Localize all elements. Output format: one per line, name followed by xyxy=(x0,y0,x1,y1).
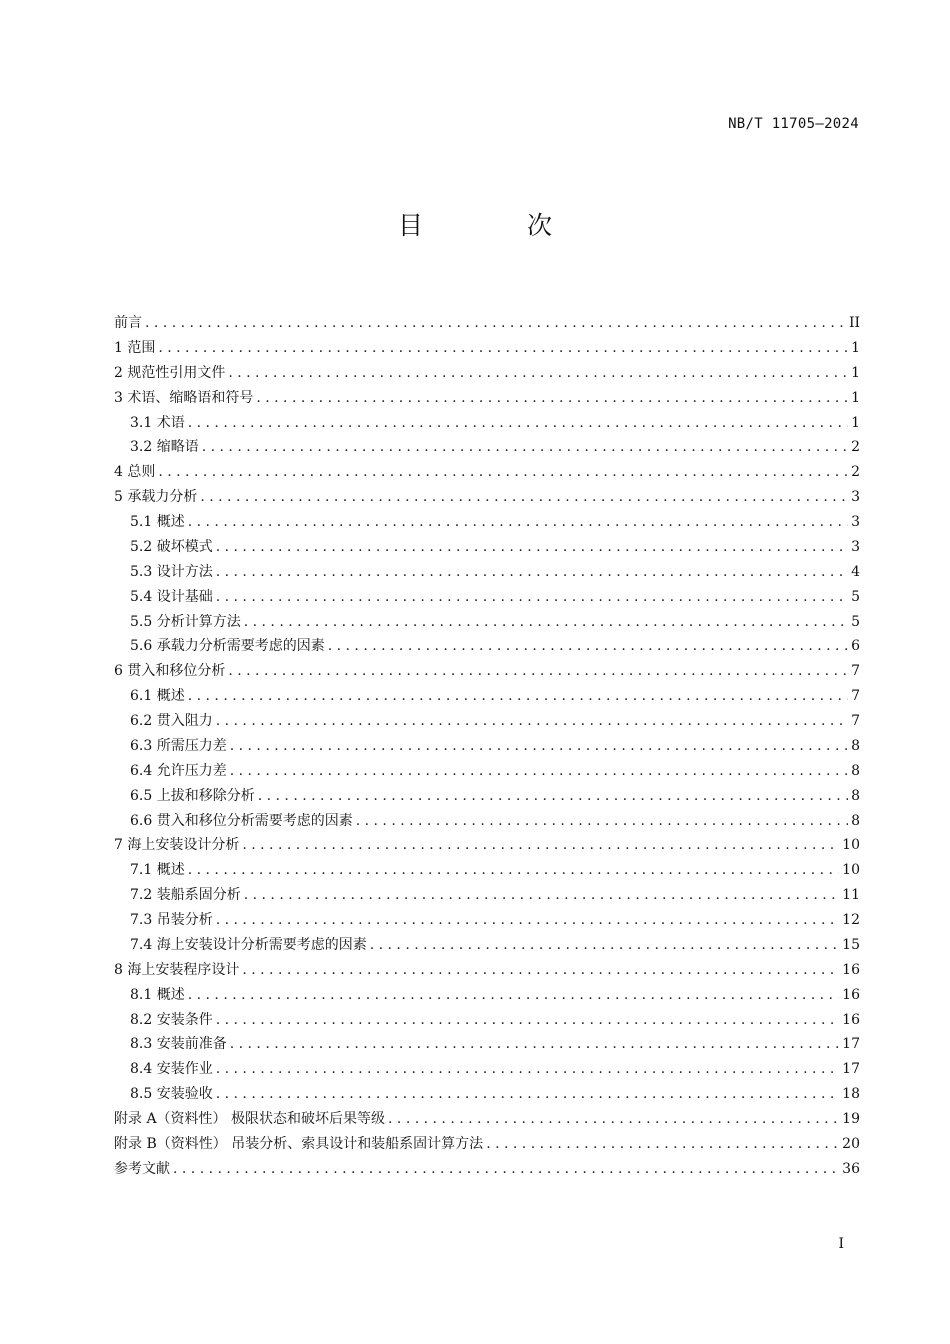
toc-dot-leader xyxy=(242,958,839,983)
toc-entry-label: 5.5 分析计算方法 xyxy=(130,613,241,630)
toc-entry-label: 6.5 上拔和移除分析 xyxy=(130,787,255,804)
toc-entry-page: 10 xyxy=(842,837,860,854)
toc-entry-label: 5.6 承载力分析需要考虑的因素 xyxy=(130,638,325,655)
toc-dot-leader xyxy=(216,709,848,734)
toc-entry-label: 附录 A（资料性） 极限状态和破坏后果等级 xyxy=(114,1111,386,1127)
toc-entry[interactable] xyxy=(114,883,860,908)
toc-entry[interactable] xyxy=(114,933,860,958)
toc-dot-leader xyxy=(216,1008,839,1033)
toc-dot-leader xyxy=(230,759,848,784)
toc-entry-page: 1 xyxy=(851,389,860,406)
toc-entry-page: 2 xyxy=(851,439,860,456)
toc-entry-label: 7.2 装船系固分析 xyxy=(130,887,241,904)
toc-entry-page: 10 xyxy=(842,862,860,879)
toc-entry-label: 3 术语、缩略语和符号 xyxy=(114,389,254,406)
toc-dot-leader xyxy=(256,386,848,411)
toc-entry-label: 2 规范性引用文件 xyxy=(114,364,226,381)
toc-entry[interactable] xyxy=(114,610,860,635)
toc-dot-leader xyxy=(388,1107,839,1132)
toc-entry-label: 前言 xyxy=(114,315,142,331)
toc-entry-page: 8 xyxy=(851,737,860,754)
toc-dot-leader xyxy=(216,585,848,610)
toc-entry-page: 17 xyxy=(842,1036,860,1053)
toc-entry-label: 8.2 安装条件 xyxy=(130,1011,213,1028)
toc-dot-leader xyxy=(486,1132,839,1157)
toc-entry-page: 7 xyxy=(851,688,860,705)
table-of-contents xyxy=(114,311,860,1182)
toc-entry[interactable] xyxy=(114,908,860,933)
toc-entry-label: 3.1 术语 xyxy=(130,414,185,431)
toc-entry-page: 1 xyxy=(851,364,860,381)
toc-entry[interactable] xyxy=(114,485,860,510)
toc-entry-page: II xyxy=(848,315,860,331)
toc-entry[interactable] xyxy=(114,1008,860,1033)
toc-entry[interactable] xyxy=(114,460,860,485)
toc-entry[interactable] xyxy=(114,684,860,709)
toc-dot-leader xyxy=(244,883,839,908)
toc-dot-leader xyxy=(230,734,848,759)
toc-dot-leader xyxy=(188,983,839,1008)
toc-entry[interactable] xyxy=(114,386,860,411)
toc-entry[interactable] xyxy=(114,585,860,610)
toc-dot-leader xyxy=(328,634,848,659)
toc-entry[interactable] xyxy=(114,1157,860,1182)
toc-entry[interactable] xyxy=(114,958,860,983)
toc-dot-leader xyxy=(173,1157,839,1182)
toc-entry[interactable] xyxy=(114,535,860,560)
toc-entry[interactable] xyxy=(114,983,860,1008)
toc-entry-page: 20 xyxy=(842,1135,860,1152)
toc-dot-leader xyxy=(356,809,848,834)
toc-dot-leader xyxy=(228,659,848,684)
toc-entry-page: 3 xyxy=(851,489,860,506)
toc-entry[interactable] xyxy=(114,510,860,535)
toc-entry-page: 2 xyxy=(851,464,860,481)
toc-entry[interactable] xyxy=(114,361,860,386)
toc-entry-label: 1 范围 xyxy=(114,339,156,356)
toc-dot-leader xyxy=(188,684,848,709)
toc-entry-label: 3.2 缩略语 xyxy=(130,439,199,456)
toc-entry-label: 5 承载力分析 xyxy=(114,489,198,506)
toc-entry-label: 6.6 贯入和移位分析需要考虑的因素 xyxy=(130,812,353,829)
standard-code: NB/T 11705—2024 xyxy=(728,116,859,132)
toc-entry[interactable] xyxy=(114,659,860,684)
toc-dot-leader xyxy=(188,510,848,535)
page-title: 目 次 xyxy=(398,211,600,240)
toc-dot-leader xyxy=(216,1057,839,1082)
toc-dot-leader xyxy=(230,1032,839,1057)
toc-entry-label: 5.3 设计方法 xyxy=(130,563,213,580)
toc-entry-page: 15 xyxy=(842,936,860,953)
toc-entry[interactable] xyxy=(114,1082,860,1107)
toc-entry[interactable] xyxy=(114,634,860,659)
toc-entry[interactable] xyxy=(114,709,860,734)
toc-entry[interactable] xyxy=(114,1057,860,1082)
toc-entry-label: 6.1 概述 xyxy=(130,688,185,705)
toc-entry-page: 11 xyxy=(842,887,860,904)
toc-entry-page: 36 xyxy=(842,1160,860,1177)
toc-dot-leader xyxy=(216,1082,839,1107)
toc-entry-page: 4 xyxy=(851,563,860,580)
toc-entry-page: 17 xyxy=(842,1061,860,1078)
toc-entry-page: 5 xyxy=(851,613,860,630)
toc-entry[interactable] xyxy=(114,809,860,834)
toc-entry-page: 8 xyxy=(851,812,860,829)
toc-entry-label: 5.4 设计基础 xyxy=(130,588,213,605)
toc-entry-page: 18 xyxy=(842,1086,860,1103)
toc-dot-leader xyxy=(145,311,846,336)
toc-entry-page: 12 xyxy=(842,912,860,928)
toc-entry-page: 16 xyxy=(842,1011,860,1028)
toc-dot-leader xyxy=(242,833,839,858)
toc-entry[interactable] xyxy=(114,435,860,460)
toc-entry-page: 16 xyxy=(842,986,860,1003)
toc-entry[interactable] xyxy=(114,1032,860,1057)
toc-dot-leader xyxy=(202,435,848,460)
toc-dot-leader xyxy=(216,535,848,560)
toc-entry-label: 5.1 概述 xyxy=(130,514,185,530)
toc-entry-page: 6 xyxy=(851,638,860,655)
toc-dot-leader xyxy=(188,411,848,436)
toc-entry-page: 5 xyxy=(851,588,860,605)
toc-entry[interactable] xyxy=(114,1132,860,1157)
toc-dot-leader xyxy=(216,560,848,585)
toc-dot-leader xyxy=(216,908,839,933)
toc-entry-label: 7 海上安装设计分析 xyxy=(114,837,240,854)
toc-entry[interactable] xyxy=(114,858,860,883)
toc-entry-page: 1 xyxy=(851,339,860,356)
toc-entry[interactable] xyxy=(114,1107,860,1132)
toc-entry[interactable] xyxy=(114,734,860,759)
toc-dot-leader xyxy=(258,784,848,809)
toc-entry-page: 7 xyxy=(851,713,860,729)
toc-dot-leader xyxy=(158,460,848,485)
toc-entry-label: 7.3 吊装分析 xyxy=(130,912,213,928)
toc-entry-page: 8 xyxy=(851,787,860,804)
toc-entry[interactable] xyxy=(114,336,860,361)
toc-entry-page: 1 xyxy=(851,414,860,431)
toc-entry-page: 3 xyxy=(851,538,860,555)
toc-dot-leader xyxy=(200,485,848,510)
toc-entry[interactable] xyxy=(114,560,860,585)
toc-entry[interactable] xyxy=(114,784,860,809)
toc-entry-label: 8.3 安装前准备 xyxy=(130,1036,227,1053)
toc-entry-page: 16 xyxy=(842,961,860,978)
toc-dot-leader xyxy=(370,933,839,958)
toc-entry[interactable] xyxy=(114,759,860,784)
toc-entry[interactable] xyxy=(114,411,860,436)
toc-entry-label: 7.1 概述 xyxy=(130,862,185,879)
toc-entry-label: 5.2 破坏模式 xyxy=(130,538,213,555)
toc-entry-label: 6.3 所需压力差 xyxy=(130,737,227,754)
toc-entry-label: 8 海上安装程序设计 xyxy=(114,961,240,978)
toc-dot-leader xyxy=(158,336,848,361)
toc-entry-page: 19 xyxy=(842,1111,860,1127)
toc-entry[interactable] xyxy=(114,311,860,336)
toc-entry-label: 6.2 贯入阻力 xyxy=(130,713,213,729)
toc-entry-label: 6 贯入和移位分析 xyxy=(114,663,226,680)
toc-entry-label: 附录 B（资料性） 吊装分析、索具设计和装船系固计算方法 xyxy=(114,1135,484,1152)
toc-dot-leader xyxy=(244,610,848,635)
toc-entry-label: 4 总则 xyxy=(114,464,156,481)
toc-entry-label: 参考文献 xyxy=(114,1160,170,1177)
toc-entry-page: 7 xyxy=(851,663,860,680)
toc-dot-leader xyxy=(228,361,848,386)
toc-entry-page: 8 xyxy=(851,762,860,779)
page-number: I xyxy=(838,1236,844,1252)
toc-dot-leader xyxy=(188,858,839,883)
toc-entry-label: 8.5 安装验收 xyxy=(130,1086,213,1103)
toc-entry-page: 3 xyxy=(851,514,860,530)
toc-entry-label: 8.4 安装作业 xyxy=(130,1061,213,1078)
toc-entry-label: 8.1 概述 xyxy=(130,986,185,1003)
toc-entry-label: 7.4 海上安装设计分析需要考虑的因素 xyxy=(130,936,367,953)
toc-entry[interactable] xyxy=(114,833,860,858)
toc-entry-label: 6.4 允许压力差 xyxy=(130,762,227,779)
